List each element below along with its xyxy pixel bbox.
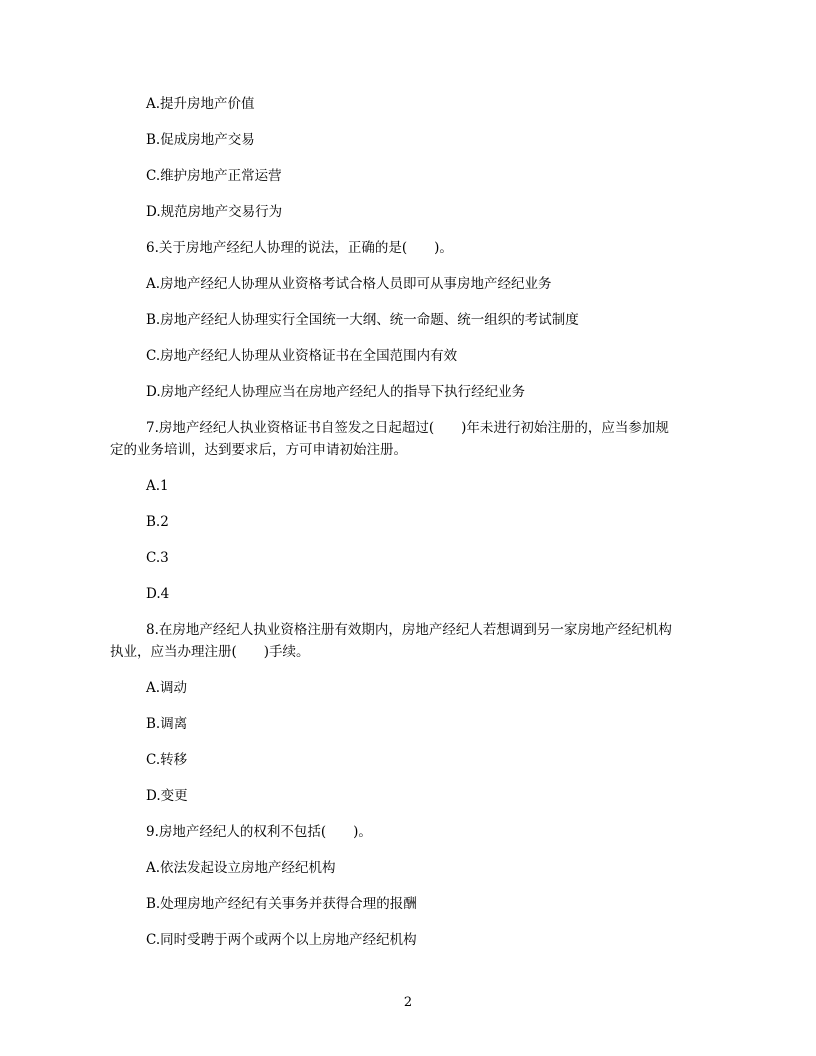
- q7-option-d: D.4: [146, 586, 170, 602]
- q8-stem-line-1: 8.在房地产经纪人执业资格注册有效期内，房地产经纪人若想调到另一家房地产经纪机构: [146, 622, 672, 638]
- question-list: [110, 93, 710, 965]
- q5-option-b: B.促成房地产交易: [146, 132, 255, 148]
- q6-option-a: A.房地产经纪人协理从业资格考试合格人员即可从事房地产经纪业务: [146, 276, 552, 292]
- q7-option-a: A.1: [146, 478, 169, 494]
- q8-option-a: A.调动: [146, 680, 188, 696]
- q8-option-b: B.调离: [146, 716, 188, 732]
- q9-option-c: C.同时受聘于两个或两个以上房地产经纪机构: [146, 932, 417, 948]
- q8-stem: [110, 619, 710, 663]
- q6-option-c: C.房地产经纪人协理从业资格证书在全国范围内有效: [146, 348, 458, 364]
- q7-stem-line-2: 定的业务培训，达到要求后，方可申请初始注册。: [110, 442, 407, 458]
- q6-stem: 6.关于房地产经纪人协理的说法，正确的是( )。: [146, 240, 453, 256]
- q8-option-d: D.变更: [146, 788, 188, 804]
- q8-stem-line-2: 执业，应当办理注册( )手续。: [110, 644, 310, 660]
- q5-option-c: C.维护房地产正常运营: [146, 168, 282, 184]
- page-number: 2: [403, 995, 413, 1010]
- q5-option-a: A.提升房地产价值: [146, 96, 255, 112]
- q9-option-a: A.依法发起设立房地产经纪机构: [146, 860, 336, 876]
- q9-stem: 9.房地产经纪人的权利不包括( )。: [146, 824, 372, 840]
- q8-option-c: C.转移: [146, 752, 188, 768]
- q6-option-d: D.房地产经纪人协理应当在房地产经纪人的指导下执行经纪业务: [146, 384, 526, 400]
- q9-option-b: B.处理房地产经纪有关事务并获得合理的报酬: [146, 896, 417, 912]
- q7-stem-line-1: 7.房地产经纪人执业资格证书自签发之日起超过( )年未进行初始注册的，应当参加规: [146, 420, 669, 436]
- q7-option-c: C.3: [146, 550, 169, 566]
- q6-option-b: B.房地产经纪人协理实行全国统一大纲、统一命题、统一组织的考试制度: [146, 312, 579, 328]
- q5-option-d: D.规范房地产交易行为: [146, 204, 283, 220]
- q7-stem: [110, 417, 710, 461]
- q7-option-b: B.2: [146, 514, 169, 530]
